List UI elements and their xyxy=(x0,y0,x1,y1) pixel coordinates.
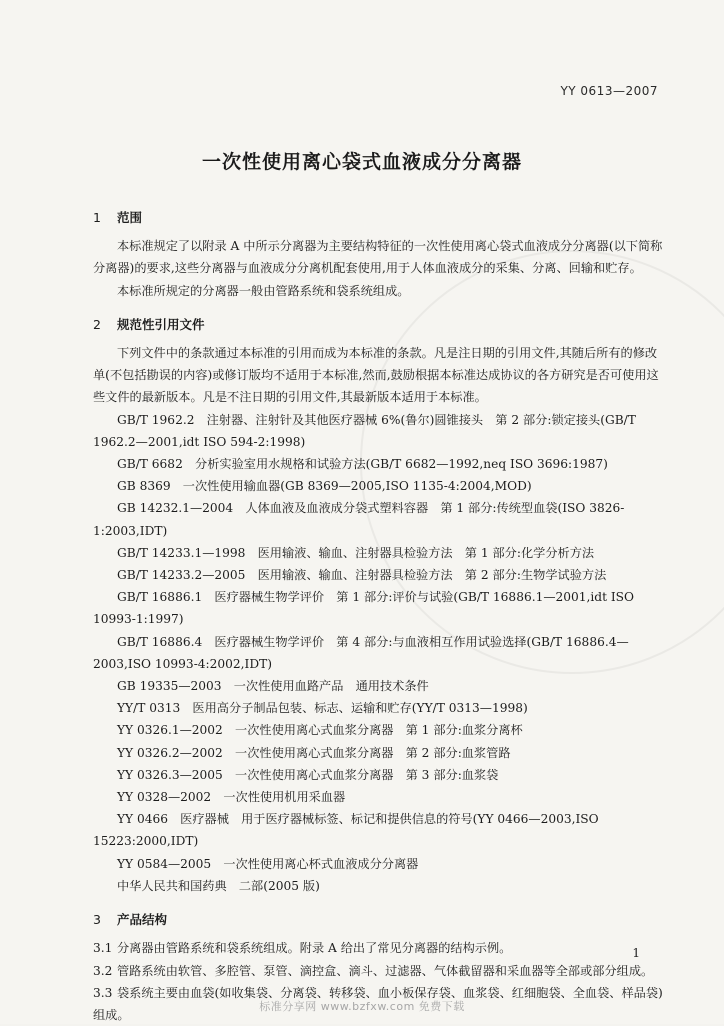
document-body xyxy=(93,203,663,1026)
paragraph: 下列文件中的条款通过本标准的引用而成为本标准的条款。凡是注日期的引用文件,其随后所有的修改单(不包括勘误的内容)或修订版均不适用于本标准,然而,鼓励根据本标准达成协议的各方研究是否可使用这些文件的最新版本。凡是不注日期的引用文件,其最新版本适用于本标准。 xyxy=(93,346,659,405)
reference-item: GB/T 16886.1 医疗器械生物学评价 第 1 部分:评价与试验(GB/T 16886.1—2001,idt ISO 10993-1:1997) xyxy=(93,590,635,627)
section-title: 产品结构 xyxy=(117,912,168,928)
reference-item: GB 8369 一次性使用输血器(GB 8369—2005,ISO 1135-4:2004,MOD) xyxy=(117,479,532,494)
reference-item: GB/T 16886.4 医疗器械生物学评价 第 4 部分:与血液相互作用试验选择(GB/T 16886.4—2003,ISO 10993-4:2002,IDT) xyxy=(93,634,629,671)
section-number: 3 xyxy=(93,912,101,928)
standard-code: YY 0613—2007 xyxy=(560,84,658,98)
reference-item: YY 0326.1—2002 一次性使用离心式血浆分离器 第 1 部分:血浆分离杯 xyxy=(117,723,523,738)
reference-item: YY 0328—2002 一次性使用机用采血器 xyxy=(117,790,346,805)
reference-item: YY 0326.3—2005 一次性使用离心式血浆分离器 第 3 部分:血浆袋 xyxy=(117,767,499,782)
reference-item: YY 0584—2005 一次性使用离心杯式血液成分分离器 xyxy=(117,856,419,871)
clause-number: 3.1 xyxy=(93,941,113,956)
section-number: 2 xyxy=(93,316,101,332)
section-3-heading xyxy=(93,909,663,931)
page-number: 1 xyxy=(632,946,640,960)
reference-item: GB/T 14233.2—2005 医用输液、输血、注射器具检验方法 第 2 部分:生物学试验方法 xyxy=(117,568,607,583)
clause-item xyxy=(93,937,663,959)
section-number: 1 xyxy=(93,210,101,225)
reference-item: GB/T 1962.2 注射器、注射针及其他医疗器械 6%(鲁尔)圆锥接头 第 2 部分:锁定接头(GB/T 1962.2—2001,idt ISO 594-2:1998) xyxy=(93,412,636,449)
footer-watermark-text: 标准分享网 www.bzfxw.com 免费下载 xyxy=(259,1000,465,1013)
section-title: 范围 xyxy=(117,210,143,225)
clause-item xyxy=(93,960,663,982)
clause-text: 分离器由管路系统和袋系统组成。附录 A 给出了常见分离器的结构示例。 xyxy=(117,941,512,956)
clause-text: 袋系统主要由血袋(如收集袋、分离袋、转移袋、血小板保存袋、血浆袋、红细胞袋、全血袋、样品袋)组成。 xyxy=(93,985,663,1022)
clause-number: 3.3 xyxy=(93,985,113,1000)
section-2-heading xyxy=(93,314,663,336)
clause-number: 3.2 xyxy=(93,963,113,978)
paragraph: 本标准所规定的分离器一般由管路系统和袋系统组成。 xyxy=(117,283,410,298)
section-title: 规范性引用文件 xyxy=(117,316,205,332)
paragraph: 本标准规定了以附录 A 中所示分离器为主要结构特征的一次性使用离心袋式血液成分分离器(以下简称分离器)的要求,这些分离器与血液成分分离机配套使用,用于人体血液成分的采集、分离、回输和贮存。 xyxy=(93,239,663,276)
reference-item: GB 14232.1—2004 人体血液及血液成分袋式塑料容器 第 1 部分:传统型血袋(ISO 3826-1:2003,IDT) xyxy=(93,501,625,538)
reference-item: GB/T 6682 分析实验室用水规格和试验方法(GB/T 6682—1992,neq ISO 3696:1987) xyxy=(117,457,608,472)
section-1-heading xyxy=(93,207,663,229)
reference-item: 中华人民共和国药典 二部(2005 版) xyxy=(117,878,320,893)
reference-item: YY/T 0313 医用高分子制品包装、标志、运输和贮存(YY/T 0313—1998) xyxy=(117,701,528,716)
reference-item: YY 0466 医疗器械 用于医疗器械标签、标记和提供信息的符号(YY 0466—2003,ISO 15223:2000,IDT) xyxy=(93,812,599,849)
reference-item: GB 19335—2003 一次性使用血路产品 通用技术条件 xyxy=(117,679,429,694)
clause-text: 管路系统由软管、多腔管、泵管、滴控盒、滴斗、过滤器、气体截留器和采血器等全部或部分组成。 xyxy=(117,963,654,978)
reference-item: YY 0326.2—2002 一次性使用离心式血浆分离器 第 2 部分:血浆管路 xyxy=(117,745,511,760)
reference-item: GB/T 14233.1—1998 医用输液、输血、注射器具检验方法 第 1 部分:化学分析方法 xyxy=(117,545,595,560)
document-title: 一次性使用离心袋式血液成分分离器 xyxy=(201,151,522,173)
